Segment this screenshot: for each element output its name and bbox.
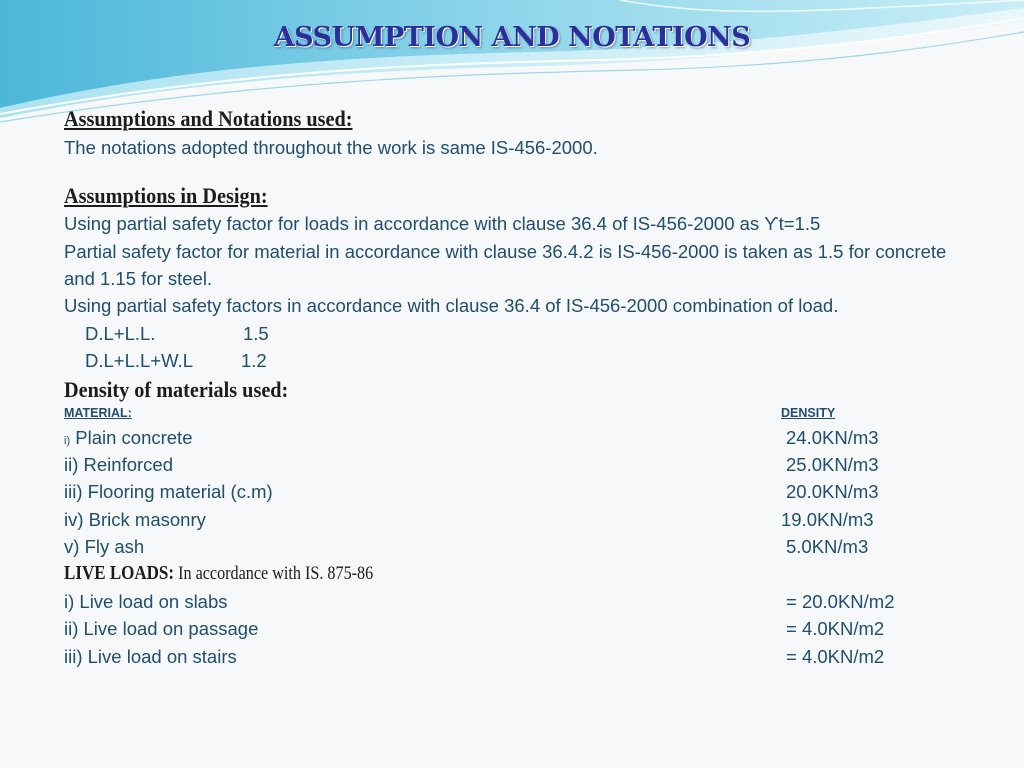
material-name: Flooring material (c.m) (87, 481, 273, 502)
density-column-header: DENSITY (781, 406, 836, 420)
live-load-name: i) Live load on slabs (64, 591, 228, 612)
live-loads-heading (64, 562, 373, 585)
material-number: ii) (64, 454, 79, 475)
material-name: Plain concrete (75, 427, 193, 448)
notations-heading: Assumptions and Notations used: (64, 106, 353, 131)
assumption-line-4: Using partial safety factors in accordance with clause 36.4 of IS-456-2000 combination of load. (64, 295, 839, 316)
live-load-value: = 4.0KN/m2 (786, 646, 885, 667)
assumption-line-2: Partial safety factor for material in accordance with clause 36.4.2 is IS-456-2000 is taken as 1.5 for concrete (64, 241, 947, 262)
combination-label: D.L+L.L+W.L (85, 350, 193, 371)
slide-title: ASSUMPTION AND NOTATIONS (273, 22, 751, 53)
live-load-value: = 4.0KN/m2 (786, 618, 885, 639)
material-name: Fly ash (84, 536, 145, 557)
density-value: 24.0KN/m3 (786, 427, 879, 448)
live-load-value: = 20.0KN/m2 (786, 591, 895, 612)
assumptions-heading: Assumptions in Design: (64, 183, 268, 208)
density-value: 20.0KN/m3 (786, 481, 879, 502)
notations-text: The notations adopted throughout the work is same IS-456-2000. (64, 137, 598, 158)
density-value: 25.0KN/m3 (786, 454, 879, 475)
material-row (64, 427, 192, 452)
combination-label: D.L+L.L. (85, 323, 156, 344)
material-row (64, 509, 206, 531)
material-row (64, 454, 173, 476)
material-row (64, 536, 144, 558)
live-loads-standard: In accordance with IS. 875-86 (174, 563, 374, 584)
live-load-name: ii) Live load on passage (64, 618, 259, 639)
assumption-line-3: and 1.15 for steel. (64, 268, 213, 289)
density-value: 5.0KN/m3 (786, 536, 869, 557)
density-value: 19.0KN/m3 (781, 509, 874, 530)
combination-value: 1.5 (243, 323, 269, 344)
material-number: iv) (64, 509, 84, 530)
live-loads-label: LIVE LOADS: (64, 562, 175, 584)
live-load-name: iii) Live load on stairs (64, 646, 237, 667)
assumption-line-1: Using partial safety factor for loads in accordance with clause 36.4 of IS-456-2000 as ϒt=1.5 (64, 213, 821, 234)
combination-value: 1.2 (241, 350, 267, 371)
material-number: i) (64, 435, 71, 447)
material-row (64, 481, 273, 503)
material-column-header: MATERIAL: (64, 406, 132, 420)
material-number: iii) (64, 481, 83, 502)
material-name: Reinforced (83, 454, 173, 475)
density-heading: Density of materials used: (64, 377, 289, 402)
material-name: Brick masonry (88, 509, 206, 530)
material-number: v) (64, 536, 80, 557)
